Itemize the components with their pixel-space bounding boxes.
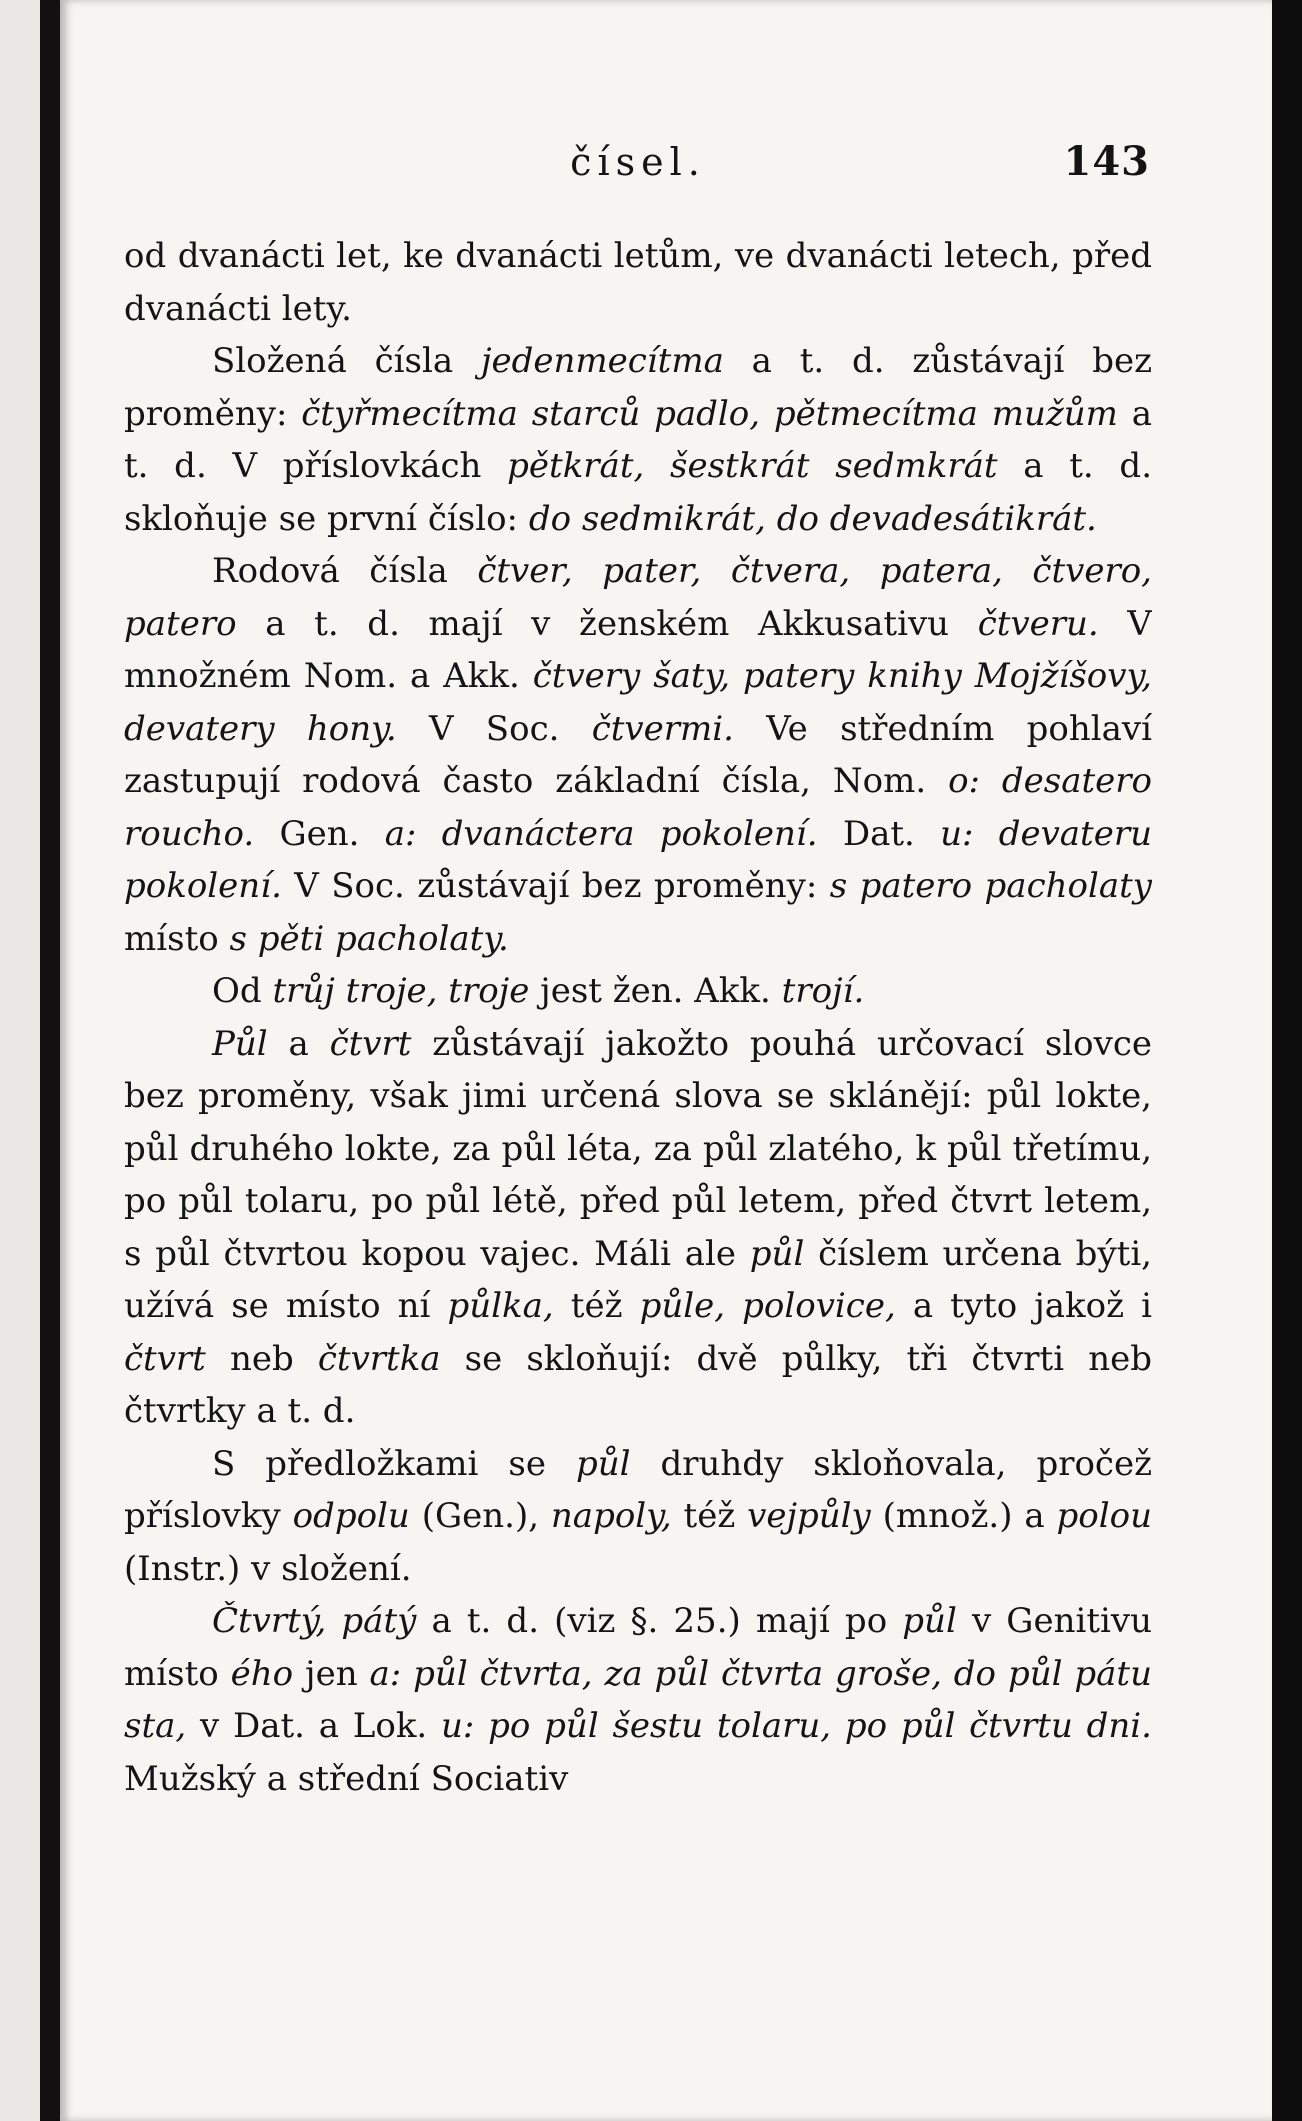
text-run: v Genitivu místo <box>124 1601 1152 1694</box>
text-run: a <box>267 1023 330 1064</box>
italic-run: půl <box>902 1601 957 1641</box>
text-run: číslem určena býti, užívá se místo ní <box>124 1233 1152 1326</box>
paragraph <box>124 230 1152 335</box>
text-run: Od <box>212 971 273 1011</box>
page-number: 143 <box>1063 138 1150 185</box>
italic-run: půl <box>749 1233 805 1274</box>
text-run: S předložkami se <box>212 1443 576 1484</box>
italic-run: napoly, <box>550 1496 672 1536</box>
text-run: (Gen.), <box>409 1496 551 1536</box>
paragraph <box>124 1595 1152 1805</box>
text-run: se skloňují: dvě půlky, tři čtvrti neb čtvrtky a t. d. <box>124 1338 1152 1431</box>
text-run: V Soc. <box>396 708 592 749</box>
italic-run: čtvrt <box>124 1338 206 1379</box>
italic-run: s patero pacholaty <box>829 866 1152 906</box>
paragraph <box>124 965 1152 1018</box>
italic-run: vejpůly <box>747 1496 871 1536</box>
book-gutter <box>40 0 60 2121</box>
italic-run: čtvery šaty, patery knihy Mojžíšovy, devatery hony. <box>124 656 1152 749</box>
italic-run: odpolu <box>292 1496 410 1536</box>
page-content <box>124 130 1152 2060</box>
italic-run: půlka, <box>447 1286 554 1326</box>
text-run: neb <box>205 1338 318 1379</box>
text-run: Mužský a střední Sociativ <box>124 1758 569 1799</box>
text-run: a tyto jakož i <box>895 1286 1152 1326</box>
paragraph <box>124 1018 1152 1438</box>
italic-run: ého <box>230 1653 294 1694</box>
paragraph <box>124 545 1152 965</box>
text-run: Dat. <box>817 813 941 854</box>
italic-run: s pěti pacholaty. <box>229 918 509 959</box>
italic-run: pětkrát, šestkrát sedmkrát <box>507 446 998 486</box>
italic-run: čtvermi. <box>591 708 734 749</box>
text-run: a t. d. zůstávají bez proměny: <box>124 341 1152 434</box>
text-run: (množ.) a <box>870 1496 1057 1536</box>
italic-run: Čtvrtý, pátý <box>212 1601 417 1641</box>
text-run: a t. d. skloňuje se první číslo: <box>124 446 1152 539</box>
italic-run: čtyřmecítma starců padlo, pětmecítma mužům <box>301 393 1118 434</box>
italic-run: čtvrt <box>329 1023 412 1064</box>
text-run: Gen. <box>254 813 385 854</box>
text-run: (Instr.) v složení. <box>124 1548 412 1589</box>
paragraph <box>124 1438 1152 1596</box>
text-run: a t. d. V příslovkách <box>124 393 1152 486</box>
italic-run: u: po půl šestu tolaru, po půl čtvrtu dni. <box>441 1706 1152 1746</box>
running-head <box>124 130 1152 194</box>
paragraph <box>124 335 1152 545</box>
italic-run: čtveru. <box>977 603 1099 644</box>
text-run: jest žen. Akk. <box>529 971 782 1011</box>
body-text <box>124 230 1152 1805</box>
italic-run: a: půl čtvrta, za půl čtvrta groše, do půl pátu sta, <box>124 1653 1152 1746</box>
italic-run: trojí. <box>781 971 865 1011</box>
italic-run: půl <box>575 1443 631 1484</box>
text-run: a t. d. (viz §. 25.) mají po <box>416 1601 903 1641</box>
text-run: též <box>671 1496 748 1536</box>
running-head-title: čísel. <box>570 140 706 184</box>
italic-run: a: dvanáctera pokolení. <box>384 813 818 854</box>
italic-run: polou <box>1056 1496 1152 1536</box>
text-run: místo <box>124 918 230 959</box>
italic-run: půle, polovice, <box>639 1286 896 1326</box>
book-page <box>60 0 1272 2121</box>
italic-run: trůj troje, troje <box>272 971 530 1011</box>
text-run: v Dat. a Lok. <box>186 1706 442 1746</box>
text-run: jen <box>293 1653 370 1694</box>
text-run: od dvanácti let, ke dvanácti letům, ve dvanácti letech, před dvanácti lety. <box>124 236 1152 329</box>
text-run: druhdy skloňovala, pročež příslovky <box>124 1443 1152 1536</box>
italic-run: u: devateru pokolení. <box>124 813 1152 906</box>
text-run: Ve středním pohlaví zastupují rodová často základní čísla, Nom. <box>124 708 1152 801</box>
previous-page-edge <box>0 0 40 2121</box>
italic-run: o: desatero roucho. <box>124 761 1152 854</box>
italic-run: Půl <box>212 1023 268 1064</box>
text-run: a t. d. mají v ženském Akkusativu <box>236 603 978 644</box>
text-run: Rodová čísla <box>212 551 478 591</box>
text-run: Složená čísla <box>212 341 481 381</box>
text-run: též <box>553 1286 640 1326</box>
text-run: V Soc. zůstávají bez proměny: <box>281 866 830 906</box>
italic-run: čtver, pater, čtvera, patera, čtvero, patero <box>124 551 1152 644</box>
italic-run: jedenmecítma <box>480 341 724 381</box>
text-run: zůstávají jakožto pouhá určovací slovce bez proměny, však jimi určená slova se sklánějí: půl lokte, půl druhého lokte, za půl léta, za půl zlatého, k půl třetímu, po půl tolaru, po půl létě, před půl letem, před čtvrt letem, s půl čtvrtou kopou vajec. Máli ale <box>124 1023 1152 1274</box>
italic-run: do sedmikrát, do devadesátikrát. <box>528 498 1097 539</box>
text-run: V množném Nom. a Akk. <box>124 603 1152 696</box>
italic-run: čtvrtka <box>317 1338 441 1379</box>
